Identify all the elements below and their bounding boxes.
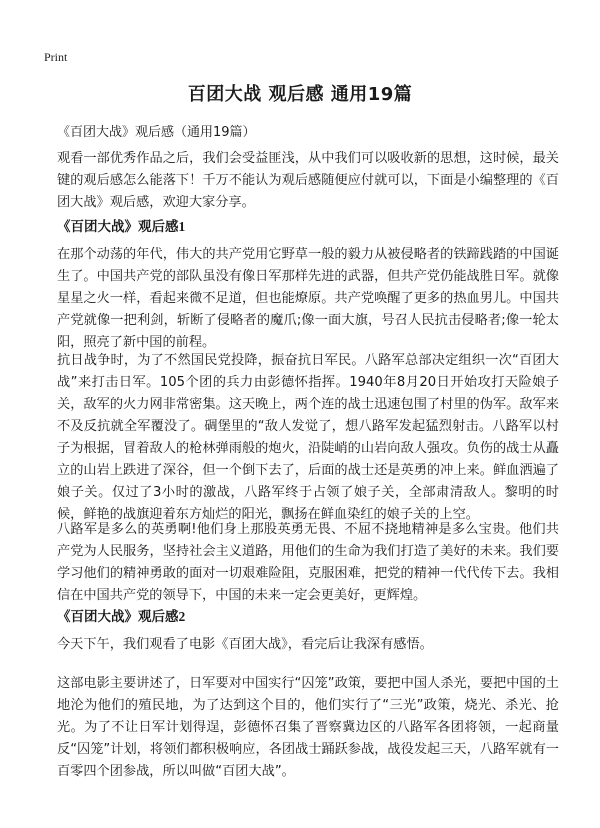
section-1-paragraph-2: 抗日战争时，为了不然国民党投降，振奋抗日军民。八路军总部决定组织一次“百团大战”来打击日军。105个团的兵力由彭德怀指挥。1940年8月20日开始攻打天险娘子关，敌军的火力网非常密集。这天晚上，两个连的战士迅速包围了村里的伪军。敌军来不及反抗就全军覆没了。碉堡里的“敌人发觉了，想八路军发起猛烈射击。八路军以村子为根据，冒着敌人的枪林弹雨般的炮火，沿陡峭的山岩向敌人强攻。负伤的战士从矗立的山岩上跌进了深谷，但一个倒下去了，后面的战士还是英勇的冲上来。鲜血洒遍了娘子关。仅过了3小时的激战，八路军终于占领了娘子关，全部肃清敌人。黎明的时候，鲜艳的战旗迎着东方灿烂的阳光，飘扬在鲜血染红的娘子关的上空。 (57, 353, 559, 522)
section-heading-number: 1 (178, 219, 186, 234)
section-2-paragraph-1: 今天下午，我们观看了电影《百团大战》，看完后让我深有感悟。 (57, 637, 433, 652)
section-1-paragraph-3: 八路军是多么的英勇啊!他们身上那股英勇无畏、不屈不挠地精神是多么宝贵。他们共产党为人民服务，坚持社会主义道路，用他们的生命为我们打造了美好的未来。我们要学习他们的精神勇敢的面对一切艰难险阻，克服困难，把党的精神一代代传下去。我相信在中国共产党的领导下，中国的未来一定会更美好，更辉煌。 (57, 522, 559, 603)
section-1-paragraph-1: 在那个动荡的年代，伟大的共产党用它野草一般的毅力从被侵略者的铁蹄践踏的中国诞生了。中国共产党的部队虽没有像日军那样先进的武器，但共产党仍能战胜日军。就像星星之火一样，看起来微不足道，但也能燎原。共产党唤醒了更多的热血男儿。中国共产党就像一把利剑，斩断了侵略者的魔爪;像一面大旗，号召人民抗击侵略者;像一轮太阳，照亮了新中国的前程。 (57, 247, 559, 350)
section-heading-number: 2 (178, 609, 186, 624)
intro-paragraph: 观看一部优秀作品之后，我们会受益匪浅，从中我们可以吸收新的思想，这时候，最关键的观后感怎么能落下！千万不能认为观后感随便应付就可以，下面是小编整理的《百团大战》观后感，欢迎大家分享。 (57, 151, 559, 210)
section-heading-2 (57, 605, 185, 625)
section-heading-text: 《百团大战》观后感 (57, 609, 179, 625)
section-2-paragraph-2: 这部电影主要讲述了，日军要对中国实行“囚笼”政策，要把中国人杀光，要把中国的土地沦为他们的殖民地，为了达到这个目的，他们实行了“三光”政策，烧光、杀光、抢光。为了不让日军计划得逞，彭德怀召集了晋察冀边区的八路军各团将领，一起商量反“囚笼”计划，将领们都积极响应，各团战士踊跃参战，战役发起三天，八路军就有一百零四个团参战，所以叫做“百团大战”。 (57, 676, 559, 779)
document-subtitle: 《百团大战》观后感（通用19篇） (57, 125, 256, 140)
section-heading-text: 《百团大战》观后感 (57, 219, 179, 235)
section-heading-1 (57, 215, 185, 235)
page-title: 百团大战 观后感 通用19篇 (187, 84, 413, 105)
print-link[interactable]: Print (44, 50, 68, 64)
